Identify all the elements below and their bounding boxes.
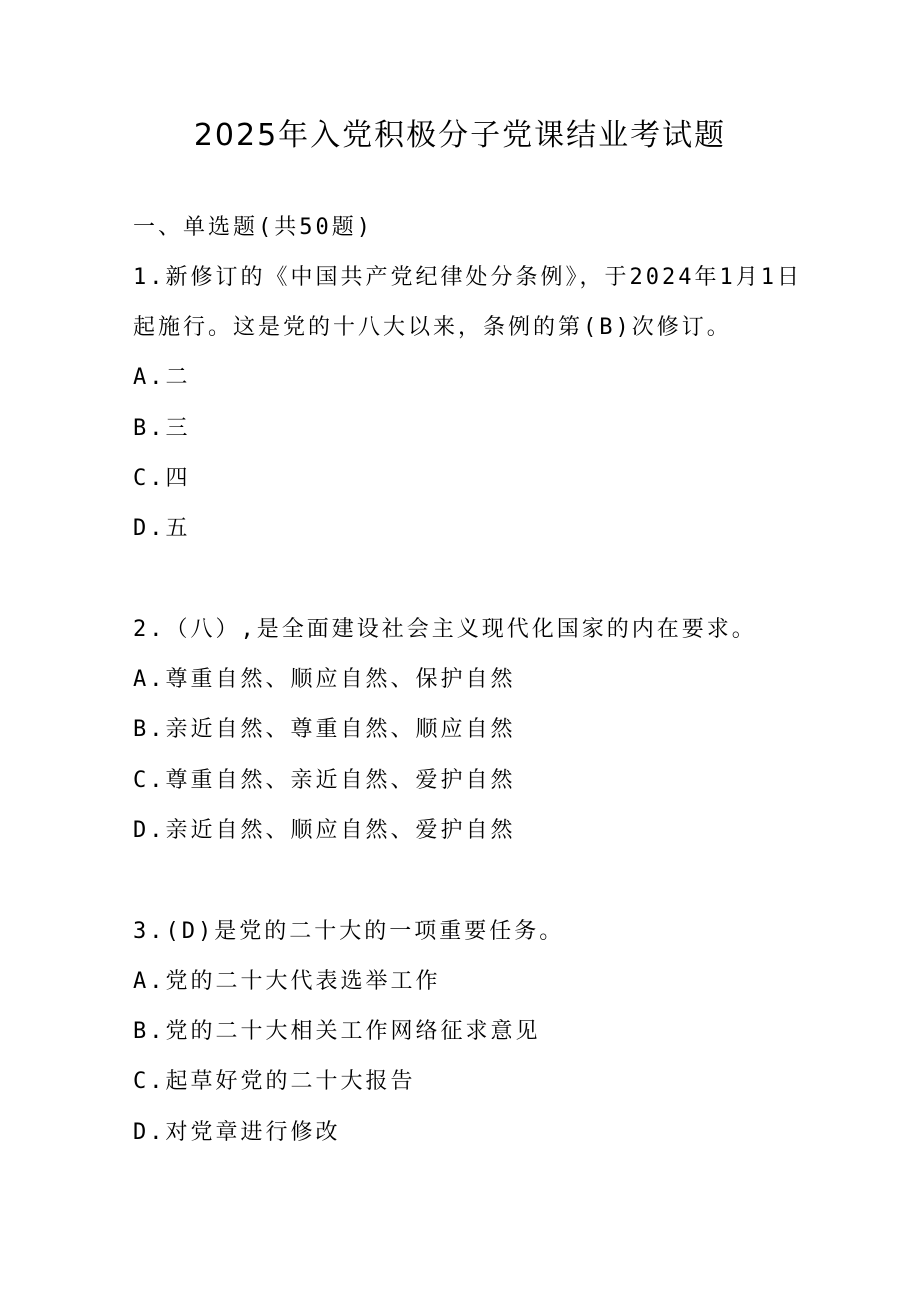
question-1-option-a: A.二 <box>133 365 191 390</box>
question-2-option-a: A.尊重自然、顺应自然、保护自然 <box>133 667 516 692</box>
document-title: 2025年入党积极分子党课结业考试题 <box>193 118 727 153</box>
question-2-option-d: D.亲近自然、顺应自然、爱护自然 <box>133 818 516 843</box>
question-1-option-c: C.四 <box>133 466 191 491</box>
question-1-stem-line-1: 1.新修订的《中国共产党纪律处分条例》，于2024年1月1日 <box>133 265 802 290</box>
question-3-stem: 3.(D)是党的二十大的一项重要任务。 <box>133 919 565 944</box>
question-1-option-b: B.三 <box>133 416 191 441</box>
question-1-option-d: D.五 <box>133 516 191 541</box>
question-3-option-b: B.党的二十大相关工作网络征求意见 <box>133 1019 541 1044</box>
question-3-option-d: D.对党章进行修改 <box>133 1120 341 1145</box>
question-2-stem: 2.（八）,是全面建设社会主义现代化国家的内在要求。 <box>133 617 757 642</box>
question-2-option-b: B.亲近自然、尊重自然、顺应自然 <box>133 717 516 742</box>
question-2-option-c: C.尊重自然、亲近自然、爱护自然 <box>133 768 516 793</box>
question-1-stem-line-2: 起施行。这是党的十八大以来，条例的第(B)次修订。 <box>133 315 732 340</box>
section-heading: 一、单选题(共50题) <box>133 215 373 240</box>
question-3-option-a: A.党的二十大代表选举工作 <box>133 969 441 994</box>
question-3-option-c: C.起草好党的二十大报告 <box>133 1069 416 1094</box>
